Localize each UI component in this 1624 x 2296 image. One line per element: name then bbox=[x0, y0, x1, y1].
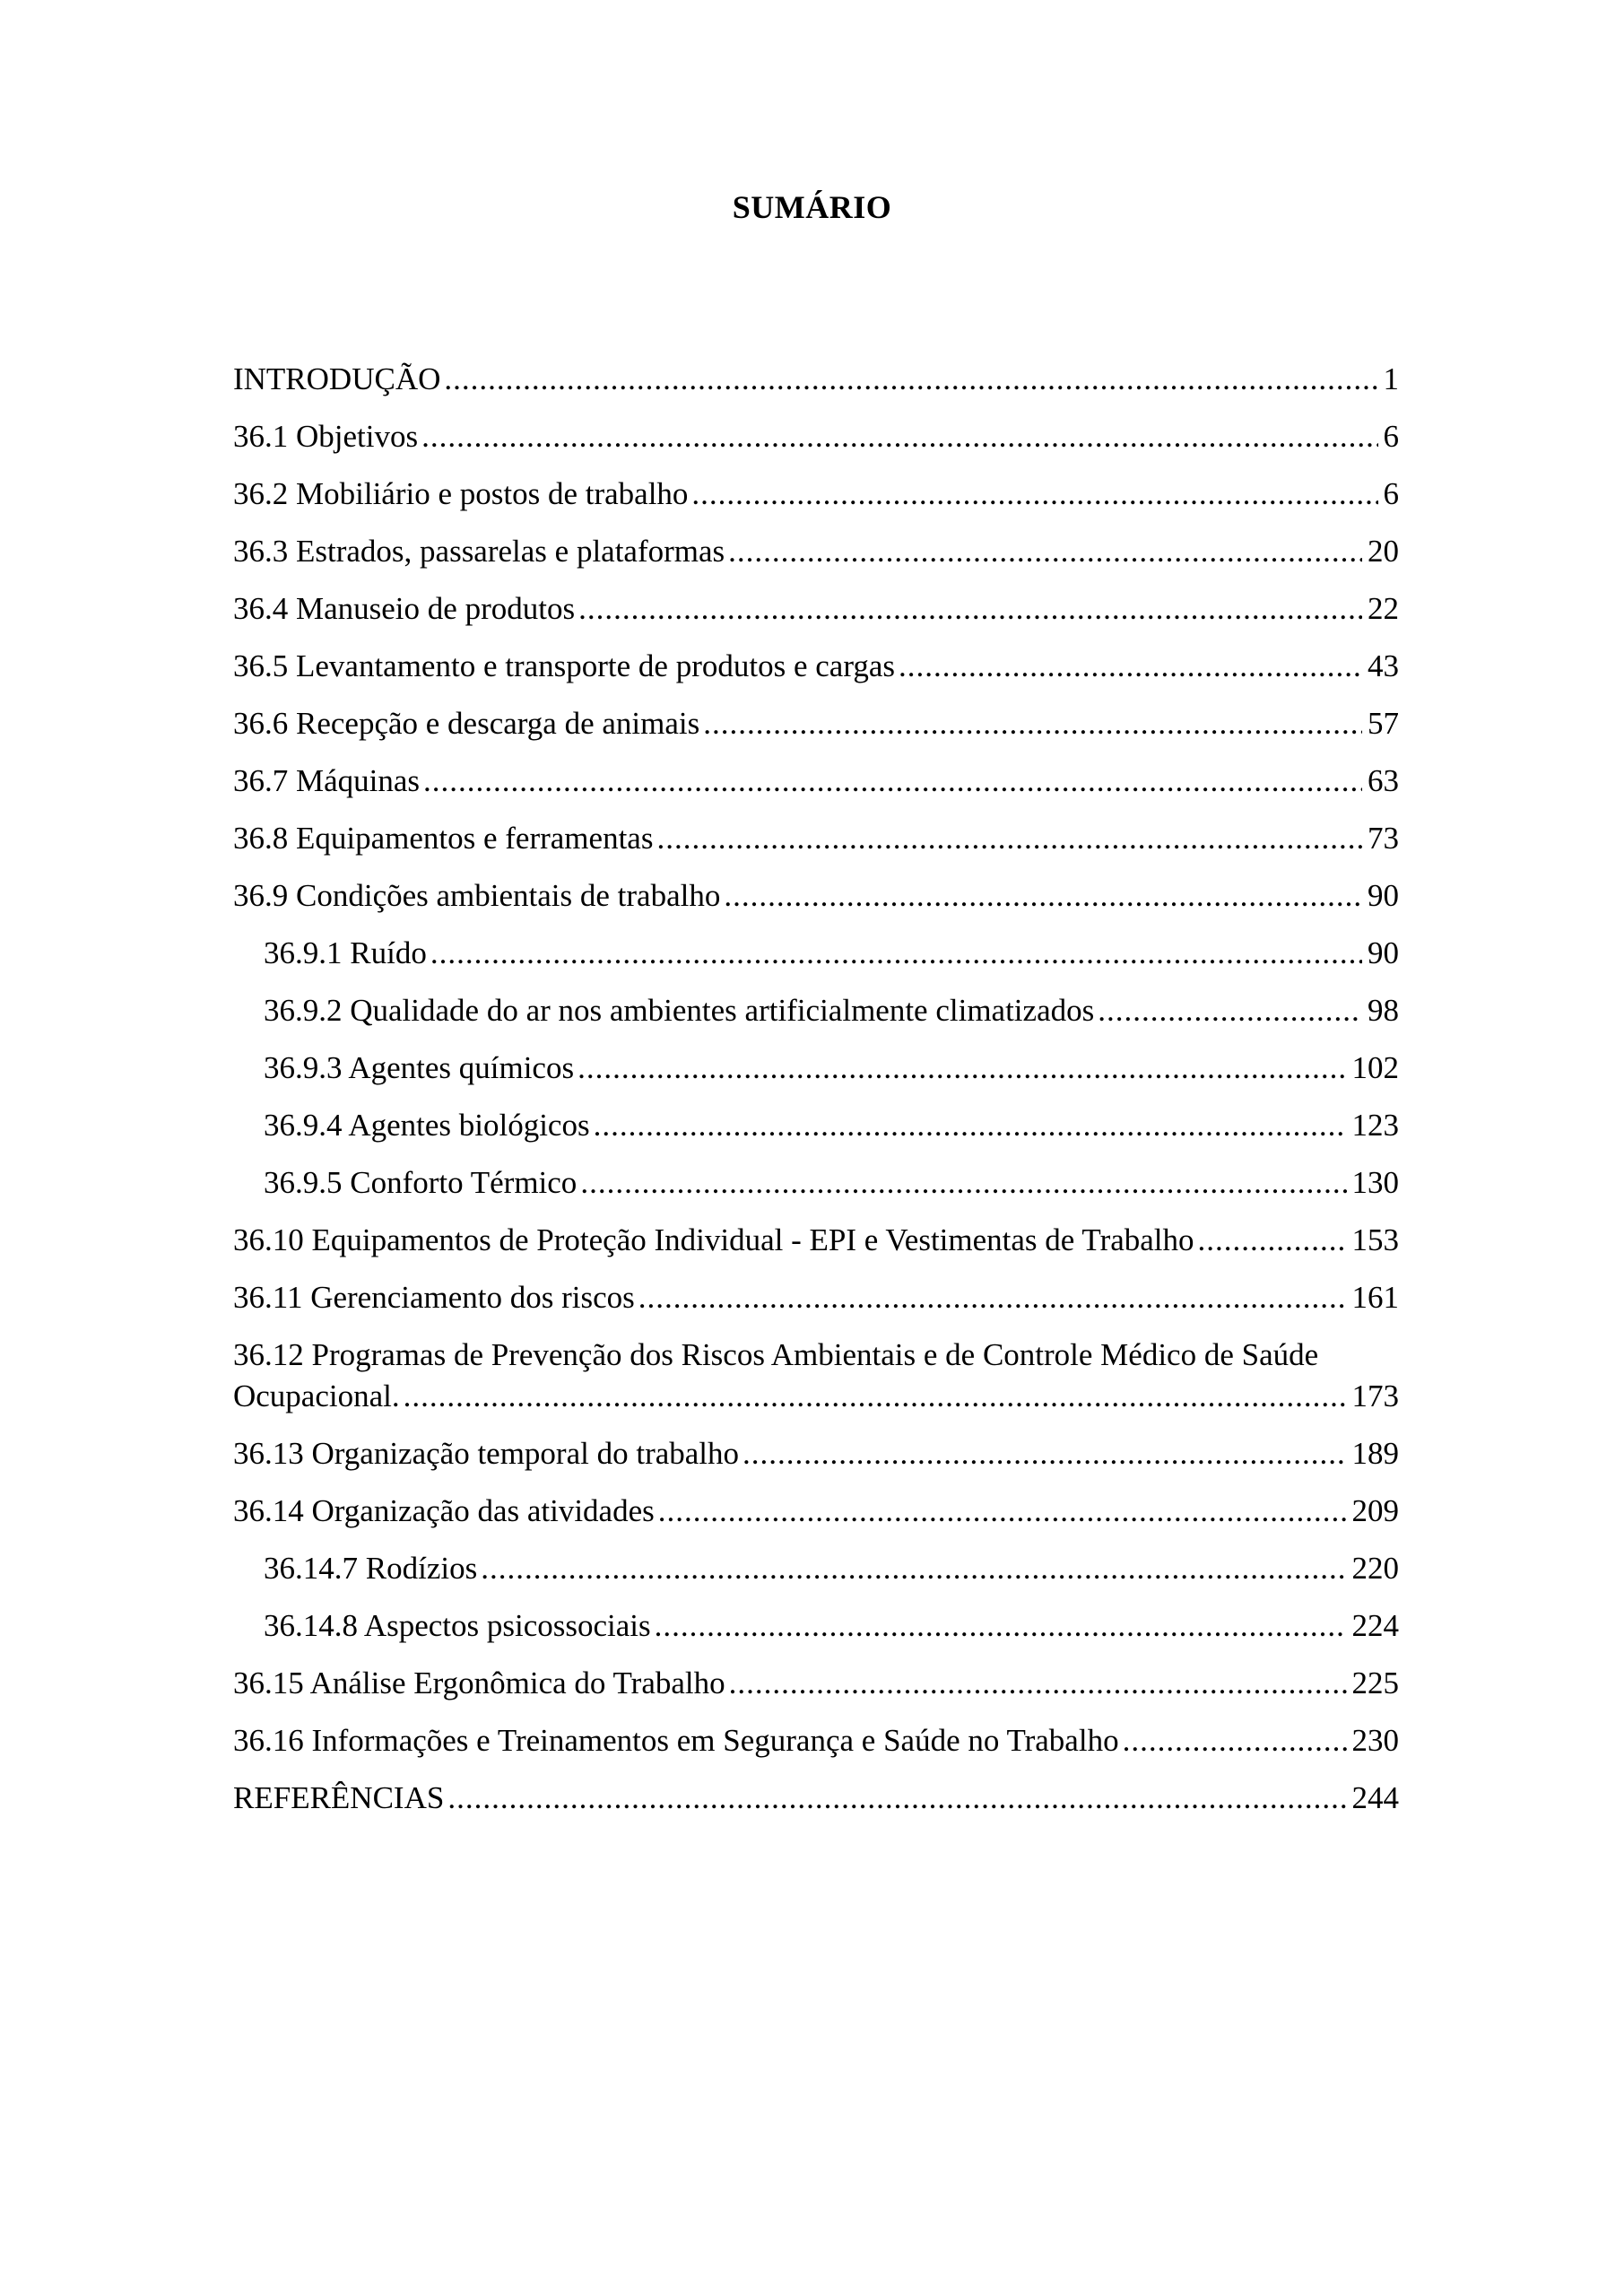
toc-entry-title-continued: Ocupacional. bbox=[233, 1378, 400, 1413]
toc-entry-title: 36.3 Estrados, passarelas e plataformas bbox=[233, 534, 725, 569]
toc-entry-title: 36.14.7 Rodízios bbox=[264, 1551, 478, 1586]
toc-entry-page: 130 bbox=[1351, 1165, 1399, 1200]
toc-entry-page: 20 bbox=[1368, 534, 1399, 569]
toc-leader-dots bbox=[656, 818, 1362, 859]
toc-entry-page: 244 bbox=[1351, 1780, 1399, 1815]
toc-leader-dots bbox=[578, 588, 1362, 630]
toc-entry-gerenciamento-riscos[interactable] bbox=[233, 1277, 1399, 1318]
toc-leader-dots bbox=[578, 1048, 1346, 1089]
toc-entry-title: 36.8 Equipamentos e ferramentas bbox=[233, 821, 654, 856]
toc-entry-analise-ergonomica[interactable] bbox=[233, 1663, 1399, 1704]
toc-entry-organizacao-temporal[interactable] bbox=[233, 1433, 1399, 1474]
toc-entry-title: 36.7 Máquinas bbox=[233, 763, 421, 798]
toc-leader-dots bbox=[638, 1277, 1347, 1318]
toc-entry-conforto-termico[interactable] bbox=[233, 1162, 1399, 1204]
toc-leader-dots bbox=[899, 646, 1362, 687]
toc-leader-dots bbox=[655, 1605, 1347, 1647]
toc-entry-objetivos[interactable] bbox=[233, 416, 1399, 457]
toc-entry-title: REFERÊNCIAS bbox=[233, 1780, 445, 1815]
toc-entry-page: 63 bbox=[1368, 763, 1399, 798]
toc-entry-page: 225 bbox=[1351, 1665, 1399, 1700]
toc-entry-title: 36.6 Recepção e descarga de animais bbox=[233, 706, 700, 741]
toc-leader-dots bbox=[594, 1105, 1347, 1146]
toc-entry-title: 36.14 Organização das atividades bbox=[233, 1493, 655, 1528]
toc-entry-qualidade-ar[interactable] bbox=[233, 990, 1399, 1031]
toc-entry-page: 73 bbox=[1368, 821, 1399, 856]
toc-entry-aspectos-psicossociais[interactable] bbox=[233, 1605, 1399, 1647]
toc-entry-page: 189 bbox=[1351, 1436, 1399, 1471]
toc-entry-title: 36.12 Programas de Prevenção dos Riscos Ambientais e de Controle Médico de Saúde bbox=[233, 1337, 1319, 1372]
toc-leader-dots bbox=[658, 1491, 1347, 1532]
toc-entry-page: 57 bbox=[1368, 706, 1399, 741]
toc-entry-page: 173 bbox=[1351, 1378, 1399, 1413]
toc-leader-dots bbox=[444, 359, 1377, 400]
toc-entry-page: 1 bbox=[1383, 361, 1399, 396]
toc-leader-dots bbox=[724, 875, 1362, 917]
toc-leader-dots bbox=[421, 416, 1377, 457]
toc-entry-page: 123 bbox=[1351, 1108, 1399, 1143]
toc-entry-agentes-quimicos[interactable] bbox=[233, 1048, 1399, 1089]
toc-entry-mobiliario[interactable] bbox=[233, 474, 1399, 515]
toc-entry-page: 90 bbox=[1368, 878, 1399, 913]
toc-entry-page: 161 bbox=[1351, 1280, 1399, 1315]
toc-leader-dots bbox=[1198, 1220, 1347, 1261]
toc-entry-estrados[interactable] bbox=[233, 531, 1399, 572]
toc-entry-title: 36.15 Análise Ergonômica do Trabalho bbox=[233, 1665, 725, 1700]
toc-entry-levantamento[interactable] bbox=[233, 646, 1399, 687]
toc-entry-title: 36.9.3 Agentes químicos bbox=[264, 1050, 575, 1085]
toc-entry-recepcao[interactable] bbox=[233, 703, 1399, 744]
toc-entry-title: 36.2 Mobiliário e postos de trabalho bbox=[233, 476, 689, 511]
toc-entry-title: 36.10 Equipamentos de Proteção Individual - EPI e Vestimentas de Trabalho bbox=[233, 1222, 1194, 1257]
toc-leader-dots bbox=[691, 474, 1377, 515]
toc-entry-title: 36.11 Gerenciamento dos riscos bbox=[233, 1280, 635, 1315]
toc-entry-referencias[interactable] bbox=[233, 1778, 1399, 1819]
toc-entry-page: 22 bbox=[1368, 591, 1399, 626]
toc-entry-title: 36.16 Informações e Treinamentos em Segurança e Saúde no Trabalho bbox=[233, 1723, 1119, 1758]
toc-entry-introducao[interactable] bbox=[233, 359, 1399, 400]
toc-entry-page: 102 bbox=[1351, 1050, 1399, 1085]
toc-entry-title: 36.5 Levantamento e transporte de produtos e cargas bbox=[233, 648, 895, 683]
toc-entry-title: 36.9 Condições ambientais de trabalho bbox=[233, 878, 721, 913]
toc-entry-page: 153 bbox=[1351, 1222, 1399, 1257]
toc-leader-dots bbox=[743, 1433, 1346, 1474]
toc-entry-page: 224 bbox=[1351, 1608, 1399, 1643]
toc-entry-manuseio[interactable] bbox=[233, 588, 1399, 630]
toc-leader-dots bbox=[729, 1663, 1347, 1704]
page-title: SUMÁRIO bbox=[732, 189, 892, 225]
toc-entry-page: 220 bbox=[1351, 1551, 1399, 1586]
toc-leader-dots bbox=[1123, 1720, 1347, 1761]
toc-entry-title: 36.13 Organização temporal do trabalho bbox=[233, 1436, 740, 1471]
toc-leader-dots bbox=[404, 1376, 1347, 1417]
toc-leader-dots bbox=[580, 1162, 1346, 1204]
toc-leader-dots bbox=[423, 761, 1362, 802]
toc-entry-title: 36.4 Manuseio de produtos bbox=[233, 591, 576, 626]
toc-entry-title: 36.9.4 Agentes biológicos bbox=[264, 1108, 590, 1143]
toc-leader-dots bbox=[1098, 990, 1362, 1031]
toc-leader-dots bbox=[728, 531, 1362, 572]
toc-entry-equipamentos[interactable] bbox=[233, 818, 1399, 859]
toc-entry-page: 6 bbox=[1383, 476, 1399, 511]
toc-entry-page: 43 bbox=[1368, 648, 1399, 683]
toc-entry-informacoes-treinamentos[interactable] bbox=[233, 1720, 1399, 1761]
toc-leader-dots bbox=[703, 703, 1362, 744]
toc-entry-programas-prevencao[interactable] bbox=[233, 1335, 1399, 1417]
toc-entry-title: 36.9.2 Qualidade do ar nos ambientes artificialmente climatizados bbox=[264, 993, 1095, 1028]
toc-entry-page: 230 bbox=[1351, 1723, 1399, 1758]
toc-entry-condicoes-ambientais[interactable] bbox=[233, 875, 1399, 917]
toc-entry-title: 36.9.1 Ruído bbox=[264, 935, 427, 970]
toc-entry-epi[interactable] bbox=[233, 1220, 1399, 1261]
toc-leader-dots bbox=[447, 1778, 1346, 1819]
toc-entry-rodizios[interactable] bbox=[233, 1548, 1399, 1589]
toc-entry-agentes-biologicos[interactable] bbox=[233, 1105, 1399, 1146]
toc-entry-title: INTRODUÇÃO bbox=[233, 361, 441, 396]
toc-entry-page: 209 bbox=[1351, 1493, 1399, 1528]
toc-entry-page: 90 bbox=[1368, 935, 1399, 970]
toc-entry-title: 36.9.5 Conforto Térmico bbox=[264, 1165, 578, 1200]
table-of-contents bbox=[233, 359, 1399, 1835]
toc-entry-title: 36.14.8 Aspectos psicossociais bbox=[264, 1608, 651, 1643]
toc-entry-organizacao-atividades[interactable] bbox=[233, 1491, 1399, 1532]
toc-entry-title: 36.1 Objetivos bbox=[233, 419, 419, 454]
toc-entry-ruido[interactable] bbox=[233, 933, 1399, 974]
toc-entry-page: 98 bbox=[1368, 993, 1399, 1028]
toc-leader-dots bbox=[430, 933, 1362, 974]
toc-leader-dots bbox=[481, 1548, 1346, 1589]
toc-entry-page: 6 bbox=[1383, 419, 1399, 454]
toc-entry-maquinas[interactable] bbox=[233, 761, 1399, 802]
